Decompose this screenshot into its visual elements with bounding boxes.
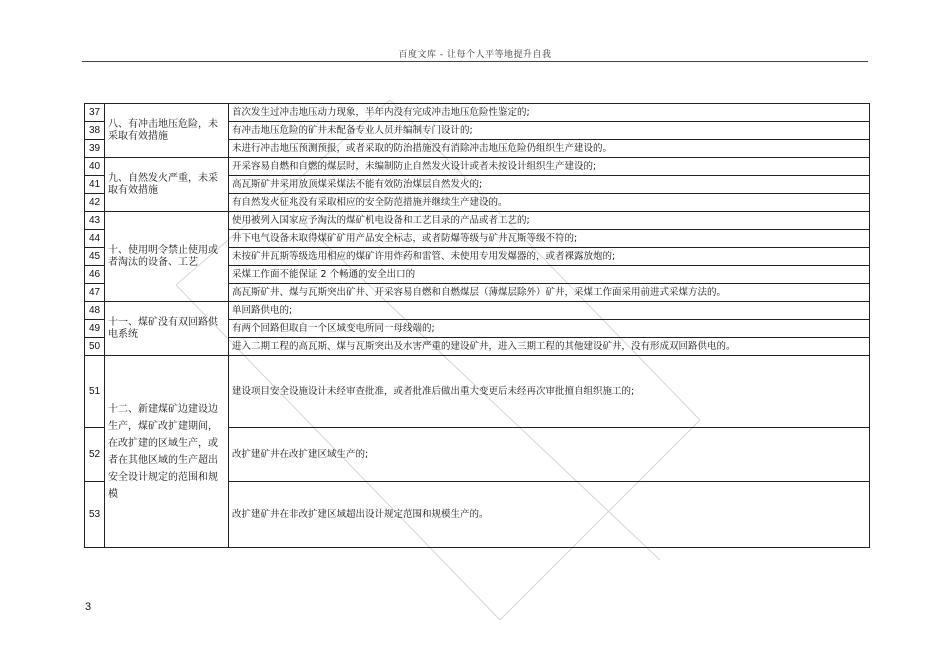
row-description: 改扩建矿井在改扩建区域生产的;	[229, 428, 870, 482]
row-number: 41	[85, 176, 105, 194]
category-cell: 九、自然发火严重，未采取有效措施	[105, 158, 229, 212]
row-description: 进入二期工程的高瓦斯、煤与瓦斯突出及水害严重的建设矿井，进入三期工程的其他建设矿井，没有形成双回路供电的。	[229, 338, 870, 356]
row-number: 40	[85, 158, 105, 176]
page-header-title: 百度文库 - 让每个人平等地提升自我	[398, 50, 552, 60]
row-description: 未按矿井瓦斯等级选用相应的煤矿许用炸药和雷管、未使用专用发爆器的，或者裸露放炮的;	[229, 248, 870, 266]
row-description: 使用被列入国家应予淘汰的煤矿机电设备和工艺目录的产品或者工艺的;	[229, 212, 870, 230]
header-divider	[82, 61, 868, 62]
row-description: 单回路供电的;	[229, 302, 870, 320]
row-number: 47	[85, 284, 105, 302]
table-row	[85, 302, 870, 320]
row-number: 37	[85, 104, 105, 122]
row-description: 采煤工作面不能保证 2 个畅通的安全出口的	[229, 266, 870, 284]
row-description: 高瓦斯矿井采用放顶煤采煤法不能有效防治煤层自然发火的;	[229, 176, 870, 194]
page-number: 3	[85, 601, 92, 613]
row-description: 有两个回路但取自一个区域变电所同一母线端的;	[229, 320, 870, 338]
category-cell: 十、使用明令禁止使用或者淘汰的设备、工艺	[105, 212, 229, 302]
row-description: 高瓦斯矿井、煤与瓦斯突出矿井、开采容易自燃和自燃煤层（薄煤层除外）矿井，采煤工作面采用前进式采煤方法的。	[229, 284, 870, 302]
row-number: 43	[85, 212, 105, 230]
table-row	[85, 104, 870, 122]
table-row	[85, 356, 870, 428]
row-description: 首次发生过冲击地压动力现象，半年内没有完成冲击地压危险性鉴定的;	[229, 104, 870, 122]
row-number: 44	[85, 230, 105, 248]
table-row	[85, 158, 870, 176]
category-cell: 十一、煤矿没有双回路供电系统	[105, 302, 229, 356]
row-number: 45	[85, 248, 105, 266]
row-description: 未进行冲击地压预测预报，或者采取的防治措施没有消除冲击地压危险仍组织生产建设的。	[229, 140, 870, 158]
row-number: 39	[85, 140, 105, 158]
row-number: 38	[85, 122, 105, 140]
safety-violations-table	[84, 103, 870, 548]
row-number: 49	[85, 320, 105, 338]
row-description: 改扩建矿井在非改扩建区域超出设计规定范围和规模生产的。	[229, 482, 870, 548]
row-number: 48	[85, 302, 105, 320]
row-description: 开采容易自燃和自燃的煤层时，未编制防止自然发火设计或者未按设计组织生产建设的;	[229, 158, 870, 176]
row-description: 有冲击地压危险的矿井未配备专业人员并编制专门设计的;	[229, 122, 870, 140]
row-description: 建设项目安全设施设计未经审查批准，或者批准后做出重大变更后未经再次审批擅自组织施工的;	[229, 356, 870, 428]
category-cell: 十二、新建煤矿边建设边生产，煤矿改扩建期间，在改扩建的区域生产，或者在其他区域的生产超出安全设计规定的范围和规模	[105, 356, 229, 548]
row-description: 井下电气设备未取得煤矿矿用产品安全标志，或者防爆等级与矿井瓦斯等级不符的;	[229, 230, 870, 248]
row-number: 50	[85, 338, 105, 356]
row-number: 51	[85, 356, 105, 428]
row-number: 46	[85, 266, 105, 284]
row-description: 有自然发火征兆没有采取相应的安全防范措施并继续生产建设的。	[229, 194, 870, 212]
row-number: 42	[85, 194, 105, 212]
row-number: 52	[85, 428, 105, 482]
category-cell: 八、有冲击地压危险，未采取有效措施	[105, 104, 229, 158]
row-number: 53	[85, 482, 105, 548]
table-row	[85, 212, 870, 230]
